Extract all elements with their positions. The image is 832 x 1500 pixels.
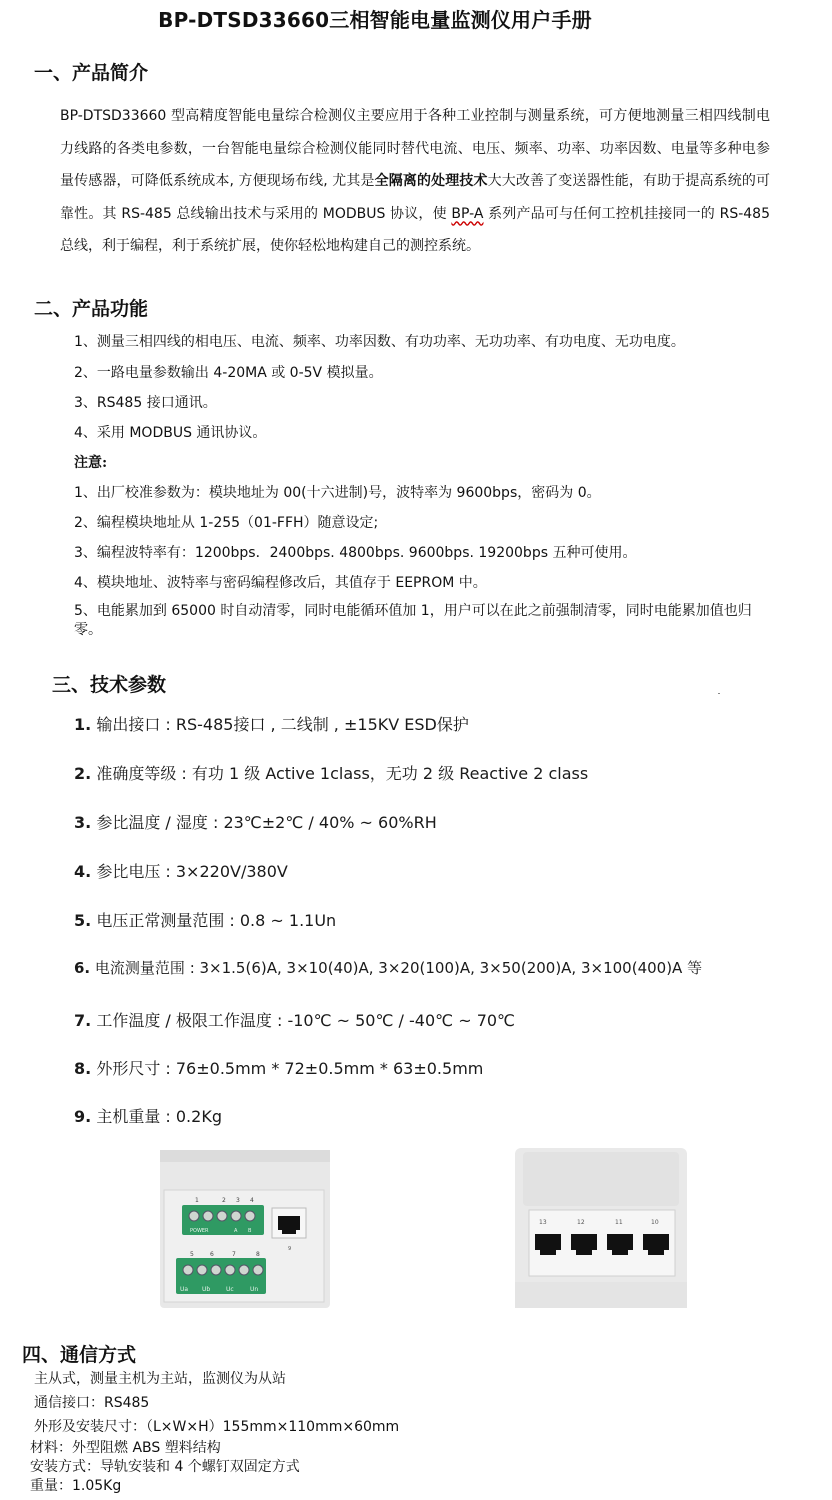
intro-text-1: BP-DTSD33660 型高精度智能电量综合检测仪主要应用于各种工业控制与测量系统，可方便地测量三相四线制电力线路的各类电参数，一台智能电量综合检测仪能同时替代电流、电压、频率、功率、功率因数、电量等多种电参量传感器，可降低系统成本, 方便现场布线, 尤其是 <box>60 108 770 189</box>
spec-number: 9. <box>74 1107 92 1126</box>
spec-number: 5. <box>74 911 92 930</box>
comm-line: 主从式，测量主机为主站，监测仪为从站 <box>34 1371 286 1387</box>
page-title: BP-DTSD33660三相智能电量监测仪用户手册 <box>158 8 592 32</box>
spec-text: 参比电压 : 3×220V/380V <box>96 862 288 881</box>
function-item: 2、一路电量参数输出 4-20MA 或 0-5V 模拟量。 <box>74 365 383 381</box>
spec-text: 输出接口 : RS-485接口 , 二线制 , ±15KV ESD保护 <box>96 715 469 734</box>
terminal-number: 6 <box>210 1251 214 1258</box>
intro-bold: 全隔离的处理技术 <box>374 173 488 189</box>
function-item: 4、采用 MODBUS 通讯协议。 <box>74 425 267 441</box>
section4-heading: 四、通信方式 <box>22 1344 137 1366</box>
comm-line: 重量：1.05Kg <box>30 1478 122 1494</box>
comm-line: 通信接口：RS485 <box>34 1395 150 1411</box>
comm-line: 材料：外型阻燃 ABS 塑料结构 <box>30 1440 221 1456</box>
spec-row <box>74 957 702 978</box>
spec-row <box>74 712 469 735</box>
port-number: 9 <box>288 1246 292 1252</box>
spec-row <box>74 1008 515 1031</box>
section3-heading: 三、技术参数 <box>52 674 167 696</box>
note-item: 4、模块地址、波特率与密码编程修改后，其值存于 EEPROM 中。 <box>74 575 487 591</box>
device-ports-photo <box>515 1148 687 1308</box>
intro-underlined: BP-A <box>451 205 484 222</box>
terminal-number: 3 <box>236 1197 240 1204</box>
device-terminal-photo <box>160 1150 330 1308</box>
spec-text: 外形尺寸 : 76±0.5mm * 72±0.5mm * 63±0.5mm <box>96 1059 484 1078</box>
terminal-label: B <box>248 1228 252 1234</box>
terminal-number: 8 <box>256 1251 260 1258</box>
port-number: 11 <box>615 1219 623 1226</box>
note-item: 1、出厂校准参数为：模块地址为 00(十六进制)号，波特率为 9600bps，密码为 0。 <box>74 485 601 501</box>
terminal-label: A <box>234 1228 238 1234</box>
spec-text: 主机重量 : 0.2Kg <box>96 1107 222 1126</box>
terminal-label: Uc <box>226 1286 234 1293</box>
port-number: 13 <box>539 1219 547 1226</box>
stray-dot <box>718 693 720 694</box>
spec-row <box>74 1056 483 1079</box>
terminal-number: 4 <box>250 1197 254 1204</box>
spec-number: 2. <box>74 764 92 783</box>
section1-heading: 一、产品简介 <box>34 62 149 84</box>
function-item: 3、RS485 接口通讯。 <box>74 395 217 411</box>
note-item: 3、编程波特率有：1200bps．2400bps. 4800bps. 9600bps. 19200bps 五种可使用。 <box>74 545 637 561</box>
spec-row <box>74 810 437 833</box>
spec-number: 7. <box>74 1011 92 1030</box>
spec-text: 准确度等级 : 有功 1 级 Active 1class，无功 2 级 Reactive 2 class <box>96 764 589 783</box>
port-number: 12 <box>577 1219 585 1226</box>
spec-row <box>74 1104 222 1127</box>
terminal-label: Ub <box>202 1286 211 1293</box>
note-item: 5、电能累加到 65000 时自动清零，同时电能循环值加 1，用户可以在此之前强制清零，同时电能累加值也归零。 <box>74 603 752 638</box>
spec-number: 6. <box>74 959 91 977</box>
spec-row <box>74 859 288 882</box>
spec-row <box>74 761 588 784</box>
terminal-label: Ua <box>180 1286 189 1293</box>
note-label: 注意: <box>74 455 108 471</box>
intro-paragraph <box>60 100 770 263</box>
terminal-number: 1 <box>195 1197 199 1204</box>
spec-text: 电压正常测量范围 : 0.8 ~ 1.1Un <box>96 911 337 930</box>
comm-line: 安装方式：导轨安装和 4 个螺钉双固定方式 <box>30 1459 300 1475</box>
spec-number: 3. <box>74 813 92 832</box>
comm-line: 外形及安装尺寸：（L×W×H）155mm×110mm×60mm <box>34 1419 400 1435</box>
terminal-number: 2 <box>222 1197 226 1204</box>
section2-heading: 二、产品功能 <box>34 298 149 320</box>
note-item: 2、编程模块地址从 1-255（01-FFH）随意设定; <box>74 515 379 531</box>
spec-number: 1. <box>74 715 92 734</box>
spec-number: 8. <box>74 1059 92 1078</box>
function-item: 1、测量三相四线的相电压、电流、频率、功率因数、有功功率、无功功率、有功电度、无功电度。 <box>74 334 685 350</box>
intro-text-2: 大大改善了变送器性能，有助于提高系统的可靠性。其 RS-485 总线输出技术与采用的 MODBUS 协议，使 <box>60 173 771 222</box>
spec-text: 参比温度 / 湿度 : 23℃±2℃ / 40% ~ 60%RH <box>96 813 437 832</box>
terminal-label: Un <box>250 1286 259 1293</box>
spec-number: 4. <box>74 862 92 881</box>
terminal-number: 7 <box>232 1251 236 1258</box>
port-number: 10 <box>651 1219 659 1226</box>
spec-text: 电流测量范围 : 3×1.5(6)A, 3×10(40)A, 3×20(100)A, 3×50(200)A, 3×100(400)A 等 <box>94 959 703 977</box>
spec-text: 工作温度 / 极限工作温度 : -10℃ ~ 50℃ / -40℃ ~ 70℃ <box>96 1011 516 1030</box>
intro-text-3: 系列产品可与任何工控机挂接同一的 RS-485 总线，利于编程，利于系统扩展，使你轻松地构建自己的测控系统。 <box>60 205 770 254</box>
terminal-number: 5 <box>190 1251 194 1258</box>
terminal-label: POWER <box>190 1228 209 1234</box>
spec-row <box>74 908 336 931</box>
